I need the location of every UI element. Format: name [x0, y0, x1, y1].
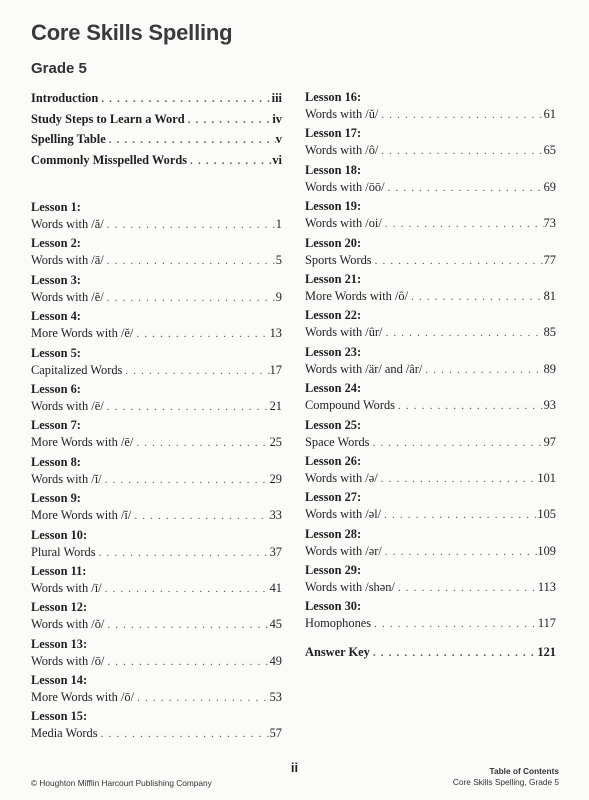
lesson-title: More Words with /ē/ [31, 435, 134, 450]
lesson-page: 37 [269, 544, 282, 559]
toc-right-column [305, 89, 556, 661]
lesson-title: Words with /əl/ [305, 507, 382, 522]
lesson-entry [31, 599, 282, 635]
dot-leader [131, 507, 269, 525]
lesson-label: Lesson 3: [31, 272, 81, 287]
lesson-entry [31, 381, 282, 417]
page-number: ii [290, 760, 299, 775]
toc-entry-page: v [275, 132, 282, 146]
lesson-row [305, 469, 556, 487]
lesson-entry [31, 672, 282, 708]
footer-section: Table of Contents [489, 766, 559, 776]
lesson-entry [305, 235, 556, 271]
dot-leader [102, 471, 270, 489]
lesson-row [305, 360, 556, 378]
lesson-title: Words with /är/ and /âr/ [305, 361, 423, 376]
dot-leader [395, 579, 538, 597]
lesson-title: Words with /ər/ [305, 543, 382, 558]
lesson-title: Words with /ĭ/ [31, 471, 102, 486]
lesson-label: Lesson 11: [31, 563, 87, 578]
dot-leader [104, 616, 269, 634]
lesson-list-right [305, 89, 556, 635]
toc-entry-spelling-table [31, 130, 282, 151]
lesson-title: Capitalized Words [31, 362, 123, 377]
lesson-row [31, 615, 282, 633]
dot-leader [370, 644, 538, 662]
lesson-row [31, 215, 282, 233]
lesson-entry [305, 271, 556, 307]
lesson-label: Lesson 7: [31, 418, 81, 433]
dot-leader [98, 90, 271, 108]
dot-leader [133, 325, 269, 343]
lesson-title: More Words with /ĕ/ [31, 326, 134, 341]
lesson-label: Lesson 14: [31, 673, 88, 688]
lesson-row [305, 178, 556, 196]
lesson-page: 21 [269, 398, 282, 413]
lesson-title: Words with /ē/ [31, 398, 104, 413]
lesson-title: Words with /ô/ [305, 143, 379, 158]
dot-leader [382, 215, 544, 233]
lesson-page: 69 [543, 179, 556, 194]
lesson-row [305, 323, 556, 341]
lesson-label: Lesson 22: [305, 308, 362, 323]
lesson-entry [31, 417, 282, 453]
lesson-row [305, 578, 556, 596]
lesson-title: Compound Words [305, 398, 395, 413]
lesson-entry [305, 598, 556, 634]
dot-leader [106, 131, 276, 149]
lesson-row [31, 688, 282, 706]
toc-entry-title: Answer Key [305, 644, 370, 659]
toc-entry-introduction [31, 89, 282, 110]
lesson-page: 101 [537, 470, 556, 485]
lesson-title: Words with /ō/ [31, 653, 105, 668]
lesson-page: 25 [269, 435, 282, 450]
lesson-row [305, 214, 556, 232]
lesson-title: Media Words [31, 726, 98, 741]
toc-entry-page: iii [271, 91, 282, 105]
lesson-label: Lesson 1: [31, 200, 81, 214]
lesson-row [31, 361, 282, 379]
dot-leader [104, 252, 276, 270]
lesson-page: 45 [269, 617, 282, 632]
lesson-entry [305, 344, 556, 380]
dot-leader [102, 580, 270, 598]
lesson-title: Words with /ōō/ [305, 179, 385, 194]
footer-book-title: Core Skills Spelling, Grade 5 [452, 777, 559, 787]
front-matter-list [31, 89, 282, 171]
lesson-title: More Words with /ô/ [305, 288, 409, 303]
dot-leader [187, 152, 272, 170]
lesson-title: Words with /ī/ [31, 580, 102, 595]
toc-entry-page: iv [272, 111, 282, 126]
dot-leader [422, 361, 543, 379]
lesson-page: 57 [269, 726, 282, 741]
answer-key-entry [305, 643, 556, 661]
lesson-entry [305, 526, 556, 562]
lesson-title: Words with /ûr/ [305, 325, 383, 340]
dot-leader [408, 288, 544, 306]
lesson-row [31, 397, 282, 415]
dot-leader [382, 543, 538, 561]
copyright-notice: © Houghton Mifflin Harcourt Publishing Company [31, 778, 212, 788]
lesson-entry [305, 89, 556, 125]
grade-heading: Grade 5 [31, 60, 87, 77]
lesson-page: 109 [537, 543, 556, 558]
dot-leader [378, 142, 543, 160]
lesson-page: 9 [275, 289, 282, 304]
lesson-title: More Words with /ĭ/ [31, 508, 132, 523]
lesson-label: Lesson 12: [31, 600, 88, 615]
lesson-row [31, 470, 282, 488]
lesson-label: Lesson 27: [305, 490, 362, 505]
lesson-row [305, 251, 556, 269]
lesson-entry [31, 490, 282, 526]
dot-leader [382, 324, 543, 342]
lesson-row [305, 505, 556, 523]
toc-entry-title: Commonly Misspelled Words [31, 152, 188, 167]
lesson-label: Lesson 16: [305, 90, 362, 104]
lesson-entry [31, 235, 282, 271]
dot-leader [378, 106, 543, 124]
dot-leader [371, 615, 538, 633]
lesson-entry [305, 162, 556, 198]
lesson-title: Sports Words [305, 252, 372, 267]
lesson-label: Lesson 10: [31, 527, 88, 542]
lesson-page: 33 [269, 508, 282, 523]
lesson-row [305, 433, 556, 451]
lesson-row [31, 506, 282, 524]
dot-leader [96, 544, 270, 562]
lesson-title: Plural Words [31, 544, 96, 559]
lesson-title: Words with /ā/ [31, 253, 104, 268]
lesson-entry [305, 489, 556, 525]
lesson-page: 17 [269, 362, 282, 377]
lesson-page: 1 [275, 217, 282, 231]
lesson-row [305, 396, 556, 414]
lesson-label: Lesson 29: [305, 563, 362, 578]
lesson-label: Lesson 9: [31, 491, 81, 506]
lesson-label: Lesson 25: [305, 417, 362, 432]
lesson-entry [305, 453, 556, 489]
dot-leader [122, 362, 269, 380]
lesson-entry [305, 417, 556, 453]
dot-leader [378, 470, 538, 488]
dot-leader [372, 252, 544, 270]
dot-leader [370, 434, 544, 452]
lesson-entry [305, 307, 556, 343]
dot-leader [385, 179, 544, 197]
lesson-page: 77 [543, 252, 556, 267]
lesson-label: Lesson 24: [305, 381, 362, 396]
dot-leader [104, 289, 276, 307]
lesson-page: 49 [269, 653, 282, 668]
dot-leader [395, 397, 544, 415]
lesson-label: Lesson 15: [31, 709, 88, 724]
lesson-entry [31, 454, 282, 490]
lesson-page: 89 [543, 361, 556, 376]
lesson-entry [305, 125, 556, 161]
lesson-page: 93 [543, 398, 556, 413]
lesson-entry [305, 198, 556, 234]
lesson-title: Words with /ă/ [31, 217, 104, 231]
toc-entry-page: vi [272, 152, 282, 167]
lesson-label: Lesson 20: [305, 235, 362, 250]
lesson-page: 5 [275, 253, 282, 268]
lesson-entry [31, 636, 282, 672]
lesson-row [31, 579, 282, 597]
lesson-entry [31, 272, 282, 308]
lesson-row [31, 724, 282, 742]
dot-leader [381, 506, 537, 524]
lesson-label: Lesson 18: [305, 162, 362, 177]
lesson-row [31, 251, 282, 269]
lesson-page: 117 [537, 616, 556, 631]
lesson-title: Words with /ŭ/ [305, 107, 379, 121]
lesson-label: Lesson 13: [31, 636, 88, 651]
lesson-title: Words with /ĕ/ [31, 289, 104, 304]
lesson-label: Lesson 4: [31, 309, 81, 324]
lesson-page: 13 [269, 326, 282, 341]
lesson-entry [31, 345, 282, 381]
lesson-entry [31, 708, 282, 744]
lesson-page: 73 [543, 216, 556, 231]
lesson-label: Lesson 2: [31, 236, 81, 251]
dot-leader [134, 689, 270, 707]
toc-entry-misspelled-words [31, 151, 282, 172]
dot-leader [185, 111, 273, 129]
dot-leader [133, 434, 269, 452]
lesson-row [305, 141, 556, 159]
lesson-label: Lesson 5: [31, 345, 81, 360]
lesson-title: More Words with /ō/ [31, 690, 135, 705]
dot-leader [98, 725, 270, 743]
lesson-entry [305, 380, 556, 416]
toc-entry-title: Spelling Table [31, 132, 106, 146]
lesson-page: 105 [537, 507, 556, 522]
lesson-title: Space Words [305, 434, 370, 449]
lesson-row [31, 433, 282, 451]
lesson-label: Lesson 26: [305, 453, 362, 468]
lesson-row [31, 324, 282, 342]
lesson-title: Words with /ŏ/ [31, 617, 105, 632]
lesson-label: Lesson 6: [31, 381, 81, 396]
lesson-entry [305, 562, 556, 598]
lesson-entry [31, 308, 282, 344]
lesson-page: 61 [543, 107, 556, 121]
lesson-page: 85 [543, 325, 556, 340]
lesson-title: Words with /ə/ [305, 470, 378, 485]
lesson-label: Lesson 19: [305, 199, 362, 214]
toc-entry-title: Study Steps to Learn a Word [31, 111, 185, 126]
lesson-page: 29 [269, 471, 282, 486]
lesson-row [31, 288, 282, 306]
page-title: Core Skills Spelling [31, 20, 233, 45]
dot-leader [104, 653, 269, 671]
lesson-label: Lesson 23: [305, 344, 362, 359]
lesson-label: Lesson 21: [305, 271, 362, 286]
lesson-row [305, 287, 556, 305]
lesson-entry [31, 527, 282, 563]
lesson-row [305, 542, 556, 560]
lesson-entry [31, 199, 282, 235]
dot-leader [104, 216, 276, 234]
lesson-list-left [31, 199, 282, 745]
running-footer [453, 766, 559, 788]
lesson-title: Words with /oi/ [305, 216, 382, 231]
lesson-row [305, 614, 556, 632]
toc-entry-title: Introduction [31, 91, 99, 105]
lesson-row [305, 105, 556, 123]
lesson-row [31, 543, 282, 561]
lesson-page: 41 [269, 580, 282, 595]
lesson-page: 81 [543, 288, 556, 303]
lesson-page: 65 [543, 143, 556, 158]
toc-left-column [31, 89, 282, 745]
lesson-page: 113 [537, 580, 556, 595]
lesson-title: Words with /shən/ [305, 580, 395, 595]
lesson-title: Homophones [305, 616, 372, 631]
lesson-label: Lesson 17: [305, 126, 362, 141]
lesson-row [31, 652, 282, 670]
lesson-label: Lesson 28: [305, 526, 362, 541]
toc-entry-page: 121 [537, 644, 556, 659]
lesson-label: Lesson 30: [305, 599, 362, 614]
dot-leader [104, 398, 270, 416]
lesson-label: Lesson 8: [31, 454, 81, 469]
lesson-page: 53 [269, 690, 282, 705]
toc-entry-study-steps [31, 110, 282, 131]
lesson-page: 97 [543, 434, 556, 449]
lesson-entry [31, 563, 282, 599]
